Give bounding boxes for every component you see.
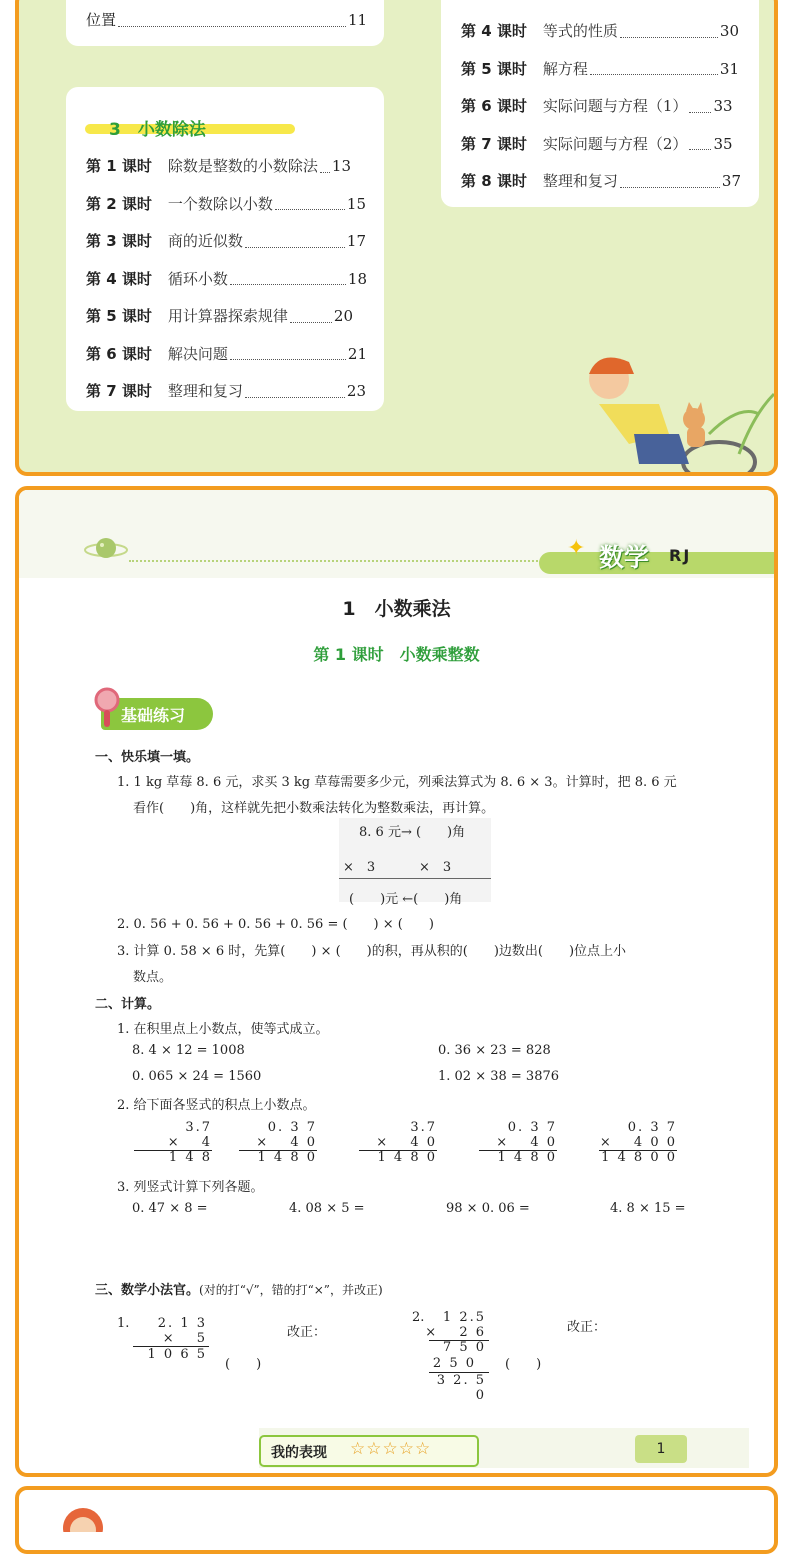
toc-lesson-page: 13: [331, 157, 351, 175]
toc-lesson-row[interactable]: [86, 305, 353, 326]
toc-lesson-number: 第 4 课时: [461, 22, 527, 40]
rating-stars[interactable]: ☆☆☆☆☆: [350, 1439, 432, 1459]
vertical-product: 1 4 8 0: [497, 1150, 557, 1165]
problem2-product: 3 2. 5 0: [436, 1373, 486, 1403]
problem2-partial1: 7 5 0: [442, 1340, 486, 1355]
toc-lesson-title: 解决问题: [167, 344, 228, 363]
equation: 1. 02 × 38 = 3876: [438, 1069, 560, 1084]
toc-lesson-title: 商的近似数: [167, 232, 243, 250]
vertical-multiplier: × 4: [167, 1135, 212, 1150]
vertical-product: 1 4 8 0: [377, 1150, 437, 1165]
fig-divider: [339, 878, 491, 879]
toc-item-title: 位置: [86, 11, 117, 29]
toc-lesson-number: 第 7 课时: [86, 382, 152, 400]
toc-lesson-row[interactable]: [86, 230, 366, 251]
toc-leader-dots: [245, 237, 345, 248]
toc-lesson-page: 35: [713, 134, 733, 153]
toc-lesson-page: 37: [721, 172, 741, 190]
toc-prev-item: [86, 9, 367, 30]
toc-lesson-page: 33: [713, 97, 733, 115]
toc-lesson-row[interactable]: [86, 193, 366, 214]
next-page-panel: [15, 1486, 778, 1554]
problem1-product: 1 0 6 5: [147, 1347, 207, 1362]
problem1-judge: ( ): [225, 1357, 262, 1372]
toc-lesson-row[interactable]: [86, 343, 367, 364]
toc-lesson-title: 用计算器探索规律: [167, 307, 288, 325]
toc-leader-dots: [620, 27, 718, 38]
toc-lesson-title: 循环小数: [167, 269, 228, 288]
toc-leader-dots: [245, 387, 345, 398]
s1-q3-line2: 数点。: [133, 970, 173, 985]
toc-lesson-number: 第 2 课时: [86, 194, 152, 213]
vertical-multiplicand: 0. 3 7: [627, 1120, 677, 1135]
fig-row2a: × 3: [343, 860, 376, 875]
vertical-multiplier: × 4 0: [256, 1135, 317, 1150]
vertical-product: 1 4 8 0 0: [601, 1150, 677, 1165]
toc-leader-dots: [290, 312, 332, 323]
toc-lesson-title: 整理和复习: [167, 382, 243, 400]
toc-leader-dots: [230, 349, 346, 360]
toc-lesson-number: 第 1 课时: [86, 157, 152, 175]
problem1-number: 1.: [117, 1316, 130, 1331]
toc-leader-dots: [275, 199, 345, 210]
performance-label: 我的表现: [271, 1445, 327, 1461]
vertical-multiplicand: 0. 3 7: [507, 1120, 557, 1135]
toc-lesson-row[interactable]: [461, 58, 739, 79]
problem2-judge: ( ): [505, 1357, 542, 1372]
toc-lesson-title: 一个数除以小数: [167, 194, 273, 213]
problem1-fix-label: 改正：: [287, 1325, 327, 1340]
s1-q3-line1: 3. 计算 0. 58 × 6 时，先算( ) × ( )的积，再从积的( )边数出( )位点上小: [117, 944, 627, 959]
toc-lesson-number: 第 3 课时: [86, 232, 152, 250]
toc-lesson-title: 实际问题与方程（1）: [542, 97, 688, 115]
fig-row3: ( )元 ←( )角: [349, 892, 463, 907]
vertical-multiplier: × 4 0: [376, 1135, 437, 1150]
problem2-partial2: 2 5 0: [432, 1356, 476, 1371]
toc-lesson-title: 除数是整数的小数除法: [167, 157, 318, 175]
s2-q2: 2. 给下面各竖式的积点上小数点。: [117, 1098, 316, 1113]
calc-item: 0. 47 × 8 =: [132, 1201, 208, 1216]
toc-lesson-page: 20: [333, 307, 353, 325]
toc-leader-dots: [230, 274, 346, 285]
toc-leader-dots: [620, 177, 720, 188]
problem2-number: 2.: [412, 1310, 425, 1325]
toc-leader-dots: [590, 64, 718, 75]
toc-lesson-row[interactable]: [461, 170, 741, 191]
brand-title: 数学: [599, 543, 650, 572]
toc-lesson-page: 18: [347, 269, 367, 288]
toc-lesson-page: 15: [346, 194, 366, 213]
toc-lesson-row[interactable]: [86, 380, 366, 401]
toc-lesson-row[interactable]: [461, 95, 733, 116]
vertical-multiplicand: 0. 3 7: [267, 1120, 317, 1135]
s1-q1-line1: 1. 1 kg 草莓 8. 6 元，求买 3 kg 草莓需要多少元，列乘法算式为 8. 6 × 3。计算时，把 8. 6 元: [117, 775, 677, 790]
section2-heading: 二、计算。: [95, 997, 161, 1012]
toc-lesson-number: 第 5 课时: [86, 307, 152, 325]
lesson-title: 第 1 课时 小数乘整数: [313, 645, 480, 664]
equation: 0. 065 × 24 = 1560: [132, 1069, 262, 1084]
brand-star-icon: ✦: [567, 536, 586, 561]
toc-lesson-page: 17: [346, 232, 366, 250]
planet-icon: [83, 536, 129, 564]
problem2-multiplicand: 1 2.5: [442, 1310, 486, 1325]
toc-lesson-number: 第 6 课时: [86, 344, 152, 363]
equation: 0. 36 × 23 = 828: [438, 1043, 551, 1058]
problem2-multiplier: × 2 6: [425, 1325, 486, 1340]
fig-row1: 8. 6 元→ ( )角: [359, 825, 466, 840]
magnifier-icon: [93, 686, 123, 730]
toc-leader-dots: [689, 102, 711, 113]
s2-q3: 3. 列竖式计算下列各题。: [117, 1180, 264, 1195]
problem2-fix-label: 改正：: [567, 1320, 607, 1335]
problem1-multiplier: × 5: [162, 1331, 207, 1346]
toc-lesson-row[interactable]: [461, 20, 739, 41]
s2-q1: 1. 在积里点上小数点，使等式成立。: [117, 1022, 329, 1037]
toc-panel: [15, 0, 778, 476]
vertical-multiplier: × 4 0: [496, 1135, 557, 1150]
calc-item: 98 × 0. 06 =: [446, 1201, 530, 1216]
chapter-title: 1 小数乘法: [342, 598, 451, 620]
page-number: 1: [635, 1435, 687, 1463]
toc-lesson-title: 实际问题与方程（2）: [542, 134, 688, 153]
toc-lesson-row[interactable]: [461, 133, 733, 154]
toc-item-page: 11: [348, 11, 368, 29]
s1-q1-line2: 看作( )角，这样就先把小数乘法转化为整数乘法，再计算。: [133, 801, 495, 816]
vertical-multiplicand: 3.7: [410, 1120, 437, 1135]
toc-lesson-row[interactable]: [86, 268, 367, 289]
toc-lesson-title: 整理和复习: [542, 172, 618, 190]
toc-lesson-title: 解方程: [542, 59, 588, 78]
section1-heading: 一、快乐填一填。: [95, 750, 200, 765]
calc-item: 4. 8 × 15 =: [610, 1201, 686, 1216]
toc-lesson-page: 21: [347, 344, 367, 363]
calc-item: 4. 08 × 5 =: [289, 1201, 365, 1216]
toc-leader-dots: [689, 139, 711, 150]
section3-note: (对的打“√”，错的打“×”，并改正): [199, 1283, 383, 1297]
toc-lesson-number: 第 6 课时: [461, 97, 527, 115]
toc-lesson-page: 30: [719, 22, 739, 40]
s1-q2: 2. 0. 56 + 0. 56 + 0. 56 + 0. 56 = ( ) × ( ): [117, 917, 434, 932]
unit3-title: 3 小数除法: [109, 120, 206, 140]
section3-heading: [95, 1279, 383, 1298]
vertical-multiplicand: 3.7: [185, 1120, 212, 1135]
toc-lesson-row[interactable]: [86, 155, 351, 176]
toc-lesson-number: 第 5 课时: [461, 59, 527, 78]
problem1-multiplicand: 2. 1 3: [157, 1316, 207, 1331]
vertical-product: 1 4 8: [168, 1150, 212, 1165]
toc-lesson-number: 第 8 课时: [461, 172, 527, 190]
section3-title: 三、数学小法官。: [95, 1283, 200, 1298]
vertical-product: 1 4 8 0: [257, 1150, 317, 1165]
toc-lesson-title: 等式的性质: [542, 22, 618, 40]
vertical-multiplier: × 4 0 0: [599, 1135, 677, 1150]
toc-lesson-number: 第 7 课时: [461, 134, 527, 153]
equation: 8. 4 × 12 = 1008: [132, 1043, 245, 1058]
toc-leader-dots: [320, 162, 330, 173]
fig-row2b: × 3: [419, 860, 452, 875]
toc-lesson-page: 31: [719, 59, 739, 78]
badge-label: 基础练习: [121, 706, 186, 725]
exercise-page: [15, 486, 778, 1477]
boy-bike-illustration: [539, 334, 778, 474]
header-dotted-line: [129, 560, 549, 562]
toc-lesson-number: 第 4 课时: [86, 269, 152, 288]
toc-lesson-page: 23: [346, 382, 366, 400]
brand-suffix: RJ: [669, 546, 692, 565]
girl-mascot-icon: [59, 1502, 109, 1532]
